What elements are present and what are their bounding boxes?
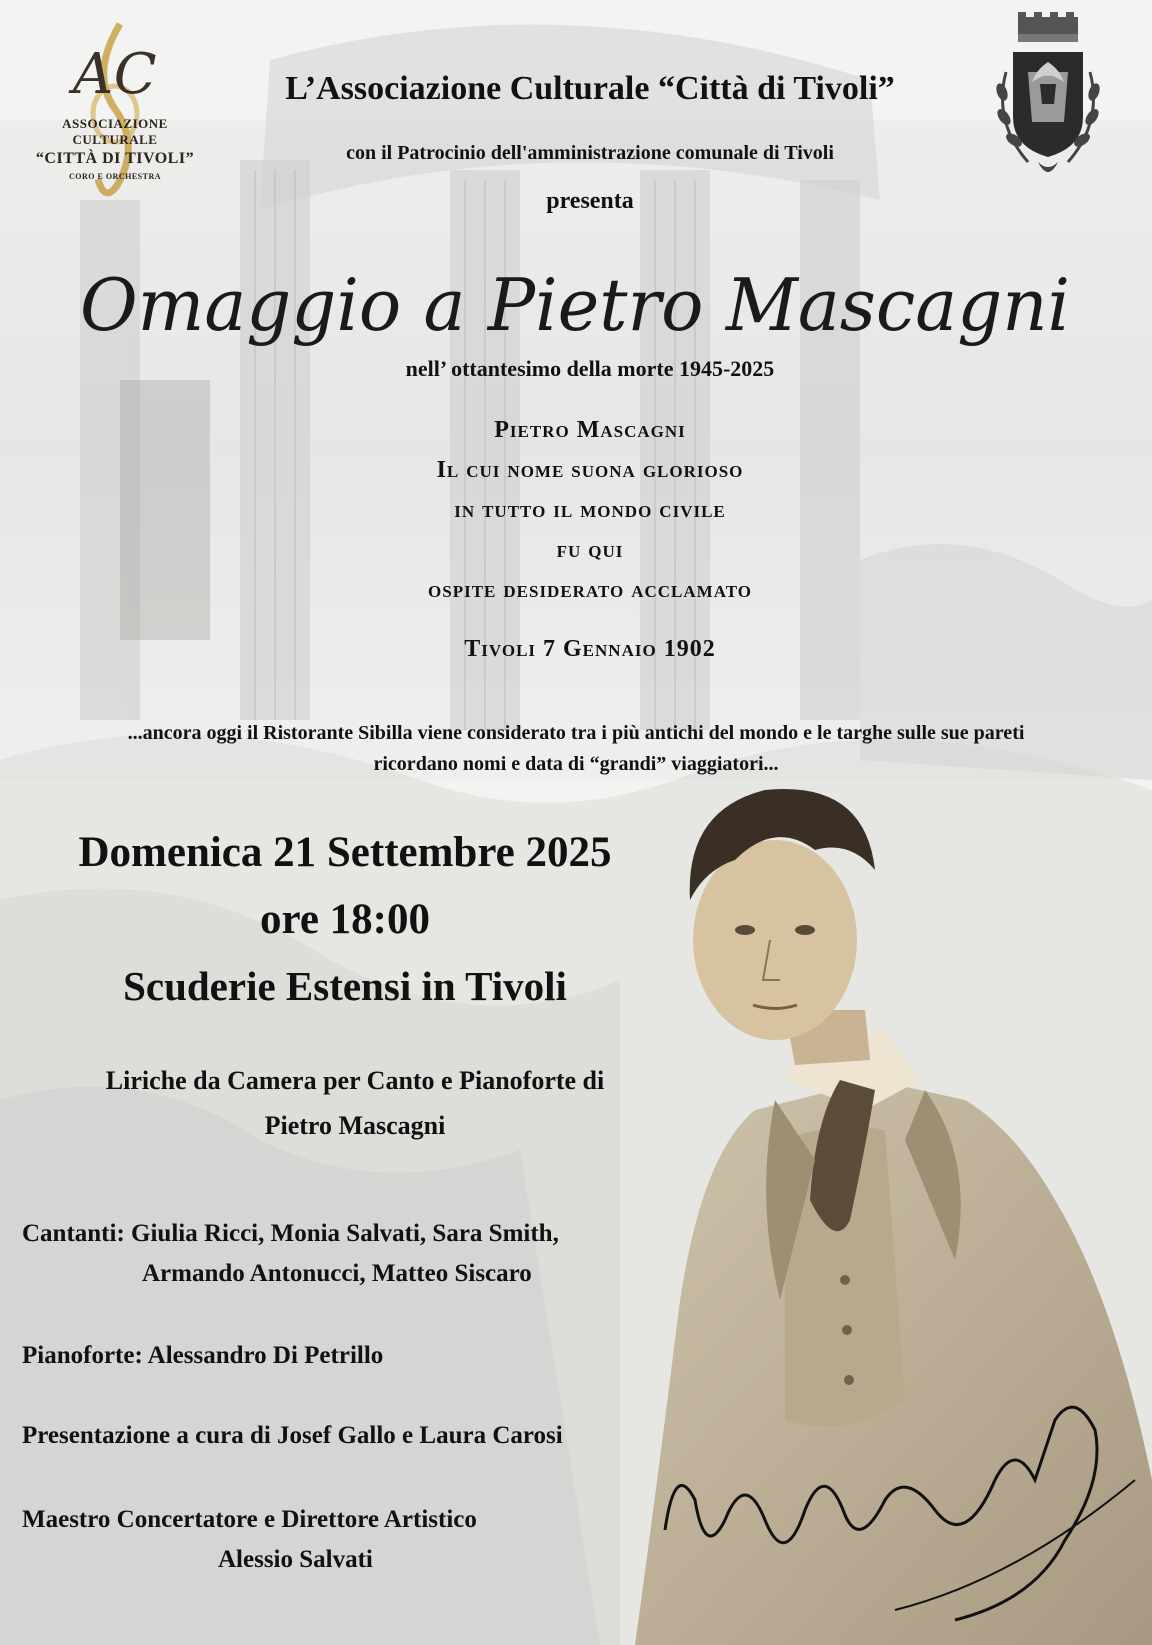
- inscription-line: Il cui nome suona glorioso: [436, 457, 744, 483]
- logo-monogram: AC: [72, 42, 158, 107]
- presents-label: presenta: [546, 188, 634, 214]
- inscription-line: in tutto il mondo civile: [454, 497, 726, 523]
- singers-line: Cantanti: Giulia Ricci, Monia Salvati, Sara Smith,: [22, 1220, 559, 1247]
- tivoli-coat-of-arms-icon: [988, 12, 1108, 182]
- director-role: Maestro Concertatore e Direttore Artistico: [22, 1506, 477, 1533]
- logo-line-3: “CITTÀ DI TIVOLI”: [35, 150, 195, 167]
- director-name: Alessio Salvati: [218, 1546, 373, 1573]
- mascagni-portrait-photo: [635, 780, 1152, 1645]
- program-description: [20, 1058, 690, 1148]
- logo-line-4: CORO E ORCHESTRA: [68, 172, 161, 181]
- inscription-line: fu qui: [556, 537, 624, 563]
- inscription-line: Pietro Mascagni: [494, 417, 686, 443]
- singers-credit: [22, 1214, 559, 1294]
- intro-line: ...ancora oggi il Ristorante Sibilla viene considerato tra i più antichi del mondo e le targhe sulle sue pareti: [127, 722, 1025, 744]
- director-credit: [22, 1500, 477, 1580]
- association-logo: [20, 14, 210, 204]
- presenters-credit: Presentazione a cura di Josef Gallo e Laura Carosi: [22, 1422, 563, 1449]
- logo-line-1: ASSOCIAZIONE: [62, 116, 168, 131]
- script-title-text: Omaggio a Pietro Mascagni: [80, 263, 1070, 347]
- program-line: Pietro Mascagni: [264, 1111, 446, 1140]
- inscription-place-date: Tivoli 7 Gennaio 1902: [464, 636, 716, 662]
- patronage-line: con il Patrocinio dell'amministrazione comunale di Tivoli: [346, 142, 834, 164]
- singers-line: Armando Antonucci, Matteo Siscaro: [142, 1260, 532, 1287]
- piano-credit: Pianoforte: Alessandro Di Petrillo: [22, 1342, 384, 1369]
- memorial-inscription: [250, 410, 930, 610]
- event-venue: Scuderie Estensi in Tivoli: [123, 963, 567, 1009]
- restaurant-intro: [30, 718, 1122, 780]
- association-title: L’Associazione Culturale “Città di Tivoli”: [285, 70, 895, 107]
- inscription-line: ospite desiderato acclamato: [428, 577, 752, 603]
- anniversary-subtitle: nell’ ottantesimo della morte 1945-2025: [405, 356, 775, 381]
- event-time: ore 18:00: [260, 896, 430, 943]
- logo-line-2: CULTURALE: [72, 132, 158, 147]
- event-date: Domenica 21 Settembre 2025: [78, 829, 612, 876]
- program-line: Liriche da Camera per Canto e Pianoforte di: [105, 1066, 605, 1095]
- intro-line: ricordano nomi e data di “grandi” viaggiatori...: [373, 753, 779, 775]
